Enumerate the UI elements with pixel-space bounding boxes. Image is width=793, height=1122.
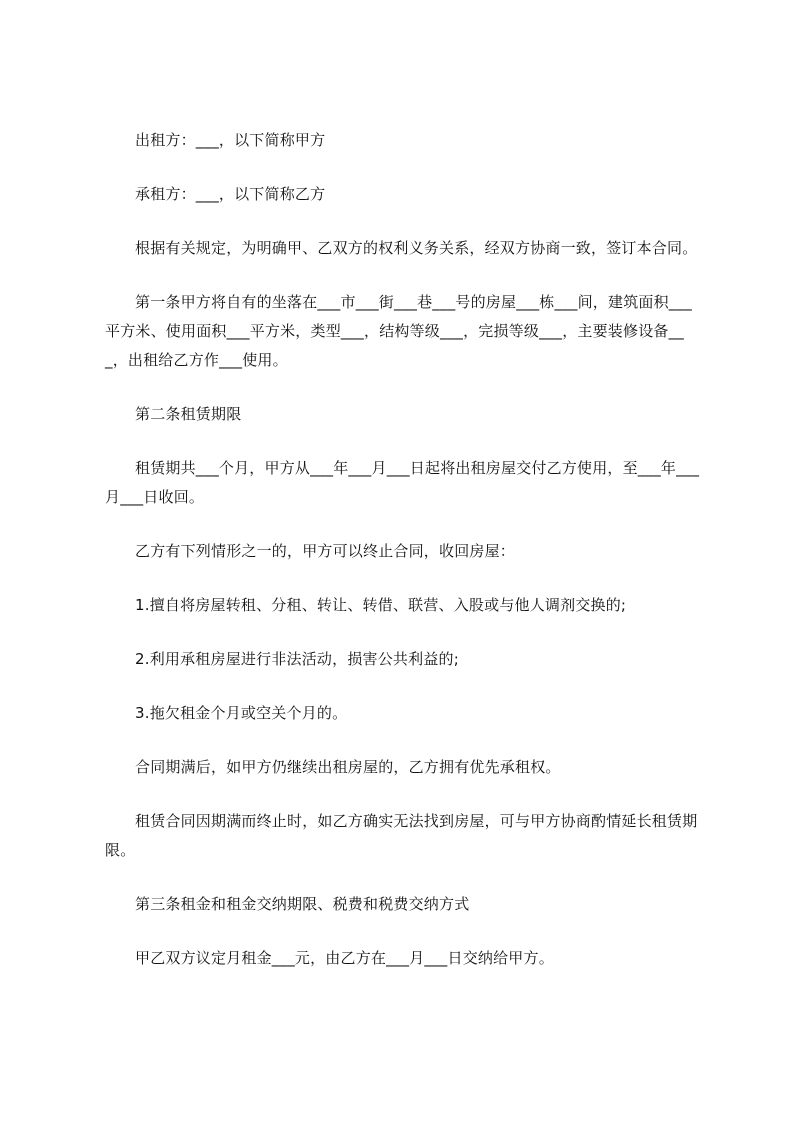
condition-item-1: 1.擅自将房屋转租、分租、转让、转借、联营、入股或与他人调剂交换的; [135,596,627,614]
rent-payment-paragraph: 甲乙双方议定月租金___元，由乙方在___月___日交纳给甲方。 [135,949,554,967]
condition-item-3: 3.拖欠租金个月或空关个月的。 [135,704,348,722]
lease-term-paragraph: 租赁期共___个月，甲方从___年___月___日起将出租房屋交付乙方使用，至___年___月___日收回。 [105,459,700,506]
termination-conditions-paragraph: 乙方有下列情形之一的，甲方可以终止合同，收回房屋： [135,542,516,560]
lessor-line: 出租方：___，以下简称甲方 [135,131,326,149]
article-1-paragraph: 第一条甲方将自有的坐落在___市___街___巷___号的房屋___栋___间，建筑面积___平方米、使用面积___平方米，类型___，结构等级___，完损等级___，主要装修设备___，出租给乙方作___使用。 [105,293,692,369]
article-2-heading: 第二条租赁期限 [135,405,242,423]
article-3-heading: 第三条租金和租金交纳期限、税费和税费交纳方式 [135,895,470,913]
document-body [105,126,705,998]
extension-paragraph: 租赁合同因期满而终止时，如乙方确实无法找到房屋，可与甲方协商酌情延长租赁期限。 [105,812,698,859]
lessee-line: 承租方：___，以下简称乙方 [135,185,326,203]
condition-item-2: 2.利用承租房屋进行非法活动，损害公共利益的; [135,650,459,668]
renewal-priority-paragraph: 合同期满后，如甲方仍继续出租房屋的，乙方拥有优先承租权。 [135,758,561,776]
preamble-paragraph: 根据有关规定，为明确甲、乙双方的权利义务关系，经双方协商一致，签订本合同。 [135,239,698,257]
